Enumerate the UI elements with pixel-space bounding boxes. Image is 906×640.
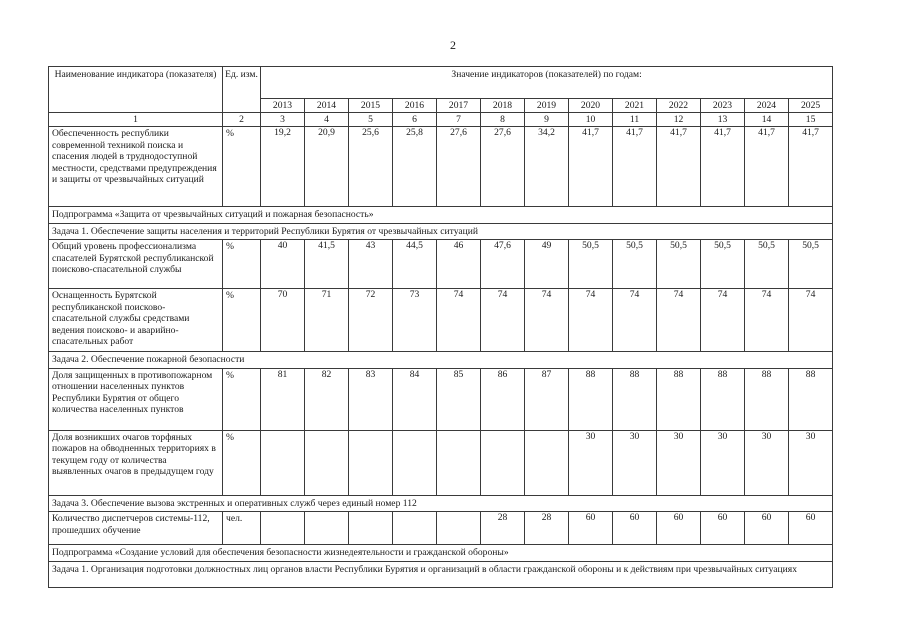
indicator-value: 74 — [701, 289, 745, 352]
indicator-value: 20,9 — [305, 127, 349, 207]
indicator-value: 74 — [569, 289, 613, 352]
indicator-value — [437, 430, 481, 495]
section-title: Подпрограмма «Создание условий для обеспечения безопасности жизнедеятельности и гражданской обороны» — [49, 545, 833, 562]
indicator-value: 30 — [745, 430, 789, 495]
year-header-cell: 2013 — [261, 99, 305, 113]
indicator-value: 86 — [481, 368, 525, 430]
column-number-cell: 11 — [613, 113, 657, 127]
indicator-value: 60 — [569, 512, 613, 545]
indicator-value: 30 — [701, 430, 745, 495]
indicator-name: Количество диспетчеров системы-112, прошедших обучение — [49, 512, 223, 545]
indicator-value: 41,5 — [305, 240, 349, 289]
indicator-value: 47,6 — [481, 240, 525, 289]
indicator-value: 30 — [789, 430, 833, 495]
indicator-value — [349, 512, 393, 545]
indicator-value: 74 — [481, 289, 525, 352]
indicator-value: 50,5 — [613, 240, 657, 289]
indicator-value: 41,7 — [789, 127, 833, 207]
indicator-value — [261, 512, 305, 545]
indicator-unit: % — [223, 127, 261, 207]
year-header-cell: 2025 — [789, 99, 833, 113]
indicator-value: 50,5 — [701, 240, 745, 289]
indicator-name: Доля защищенных в противопожарном отношении населенных пунктов Республики Бурятия от общего количества населенных пунктов — [49, 368, 223, 430]
indicator-value: 44,5 — [393, 240, 437, 289]
section-title: Задача 2. Обеспечение пожарной безопасности — [49, 352, 833, 369]
indicator-value — [305, 512, 349, 545]
year-header-cell: 2015 — [349, 99, 393, 113]
year-header-cell: 2022 — [657, 99, 701, 113]
indicator-value: 74 — [525, 289, 569, 352]
indicator-value: 88 — [789, 368, 833, 430]
indicator-value: 27,6 — [437, 127, 481, 207]
indicator-value: 72 — [349, 289, 393, 352]
indicator-value: 70 — [261, 289, 305, 352]
indicator-value: 81 — [261, 368, 305, 430]
indicator-value: 46 — [437, 240, 481, 289]
indicator-value: 25,8 — [393, 127, 437, 207]
indicator-value: 74 — [789, 289, 833, 352]
year-header-cell: 2023 — [701, 99, 745, 113]
column-number-cell: 6 — [393, 113, 437, 127]
page-number: 2 — [450, 38, 456, 52]
section-title: Задача 1. Обеспечение защиты населения и территорий Республики Бурятия от чрезвычайных ситуаций — [49, 223, 833, 240]
indicator-value: 88 — [569, 368, 613, 430]
column-number-cell: 14 — [745, 113, 789, 127]
indicator-value: 28 — [525, 512, 569, 545]
column-number-cell: 12 — [657, 113, 701, 127]
indicator-value: 60 — [657, 512, 701, 545]
column-number-cell: 3 — [261, 113, 305, 127]
indicator-value: 88 — [701, 368, 745, 430]
indicator-value: 74 — [745, 289, 789, 352]
indicator-value: 30 — [613, 430, 657, 495]
section-row — [49, 545, 833, 562]
indicator-value: 60 — [789, 512, 833, 545]
indicator-value: 34,2 — [525, 127, 569, 207]
indicator-value: 87 — [525, 368, 569, 430]
column-number-cell: 5 — [349, 113, 393, 127]
indicator-value: 50,5 — [745, 240, 789, 289]
section-row — [49, 495, 833, 512]
indicator-value: 60 — [613, 512, 657, 545]
column-number-cell: 9 — [525, 113, 569, 127]
year-header-cell: 2018 — [481, 99, 525, 113]
indicator-value — [481, 430, 525, 495]
indicator-value: 60 — [701, 512, 745, 545]
indicator-value — [305, 430, 349, 495]
indicator-value — [437, 512, 481, 545]
table-body — [49, 127, 833, 588]
indicator-name: Общий уровень профессионализма спасателей Бурятской республиканской поисково-спасательной службы — [49, 240, 223, 289]
indicator-value — [393, 430, 437, 495]
indicator-value: 50,5 — [657, 240, 701, 289]
indicator-value: 28 — [481, 512, 525, 545]
indicator-row — [49, 289, 833, 352]
indicator-unit: % — [223, 368, 261, 430]
column-number-cell: 7 — [437, 113, 481, 127]
section-row — [49, 352, 833, 369]
column-number-cell: 2 — [223, 113, 261, 127]
section-row — [49, 207, 833, 224]
column-number-cell: 15 — [789, 113, 833, 127]
indicator-value: 82 — [305, 368, 349, 430]
year-header-cell: 2017 — [437, 99, 481, 113]
indicator-value: 88 — [745, 368, 789, 430]
indicator-value: 30 — [569, 430, 613, 495]
indicator-value: 43 — [349, 240, 393, 289]
indicator-value — [525, 430, 569, 495]
indicator-value: 41,7 — [569, 127, 613, 207]
year-header-cell: 2019 — [525, 99, 569, 113]
indicator-value — [261, 430, 305, 495]
indicator-value: 41,7 — [745, 127, 789, 207]
section-title: Задача 1. Организация подготовки должностных лиц органов власти Республики Бурятия и организаций в области гражданской обороны и к действиям при чрезвычайных ситуациях — [49, 561, 833, 587]
indicator-row — [49, 240, 833, 289]
indicator-value — [349, 430, 393, 495]
header-row — [49, 67, 833, 99]
indicator-value: 49 — [525, 240, 569, 289]
column-number-cell: 1 — [49, 113, 223, 127]
indicator-unit: % — [223, 289, 261, 352]
indicator-unit: чел. — [223, 512, 261, 545]
section-title: Подпрограмма «Защита от чрезвычайных ситуаций и пожарная безопасность» — [49, 207, 833, 224]
indicator-value: 19,2 — [261, 127, 305, 207]
indicators-table — [48, 66, 833, 588]
indicator-row — [49, 512, 833, 545]
indicator-value: 73 — [393, 289, 437, 352]
indicator-row — [49, 368, 833, 430]
indicator-value: 50,5 — [569, 240, 613, 289]
column-number-cell: 10 — [569, 113, 613, 127]
indicator-value: 30 — [657, 430, 701, 495]
indicator-unit: % — [223, 240, 261, 289]
indicator-value: 50,5 — [789, 240, 833, 289]
indicator-row — [49, 430, 833, 495]
column-number-cell: 4 — [305, 113, 349, 127]
indicator-value: 84 — [393, 368, 437, 430]
indicator-value: 27,6 — [481, 127, 525, 207]
column-number-cell: 13 — [701, 113, 745, 127]
indicator-value: 83 — [349, 368, 393, 430]
section-title: Задача 3. Обеспечение вызова экстренных и оперативных служб через единый номер 112 — [49, 495, 833, 512]
year-header-cell: 2024 — [745, 99, 789, 113]
indicator-value: 71 — [305, 289, 349, 352]
year-header-cell: 2021 — [613, 99, 657, 113]
indicator-value: 40 — [261, 240, 305, 289]
header-values-by-year: Значение индикаторов (показателей) по годам: — [261, 67, 833, 99]
indicator-name: Оснащенность Бурятской республиканской поисково-спасательной службы средствами ведения поисково- и аварийно-спасательных работ — [49, 289, 223, 352]
indicator-name: Обеспеченность республики современной техникой поиска и спасения людей в труднодоступной местности, средствами предупреждения и защиты от чрезвычайных ситуаций — [49, 127, 223, 207]
indicator-unit: % — [223, 430, 261, 495]
indicator-value — [393, 512, 437, 545]
indicator-name: Доля возникших очагов торфяных пожаров на обводненных территориях в текущем году от количества выявленных очагов в предыдущем году — [49, 430, 223, 495]
header-unit: Ед. изм. — [223, 67, 261, 113]
year-header-cell: 2014 — [305, 99, 349, 113]
header-indicator-name: Наименование индикатора (показателя) — [49, 67, 223, 113]
indicator-row — [49, 127, 833, 207]
indicator-value: 74 — [657, 289, 701, 352]
section-row — [49, 561, 833, 587]
indicator-value: 88 — [613, 368, 657, 430]
indicator-value: 25,6 — [349, 127, 393, 207]
year-header-cell: 2016 — [393, 99, 437, 113]
section-row — [49, 223, 833, 240]
indicator-value: 74 — [437, 289, 481, 352]
indicator-value: 41,7 — [657, 127, 701, 207]
indicator-value: 88 — [657, 368, 701, 430]
indicator-value: 60 — [745, 512, 789, 545]
indicator-value: 85 — [437, 368, 481, 430]
column-numbers-row — [49, 113, 833, 127]
indicator-value: 41,7 — [701, 127, 745, 207]
column-number-cell: 8 — [481, 113, 525, 127]
indicator-value: 74 — [613, 289, 657, 352]
year-header-cell: 2020 — [569, 99, 613, 113]
indicator-value: 41,7 — [613, 127, 657, 207]
